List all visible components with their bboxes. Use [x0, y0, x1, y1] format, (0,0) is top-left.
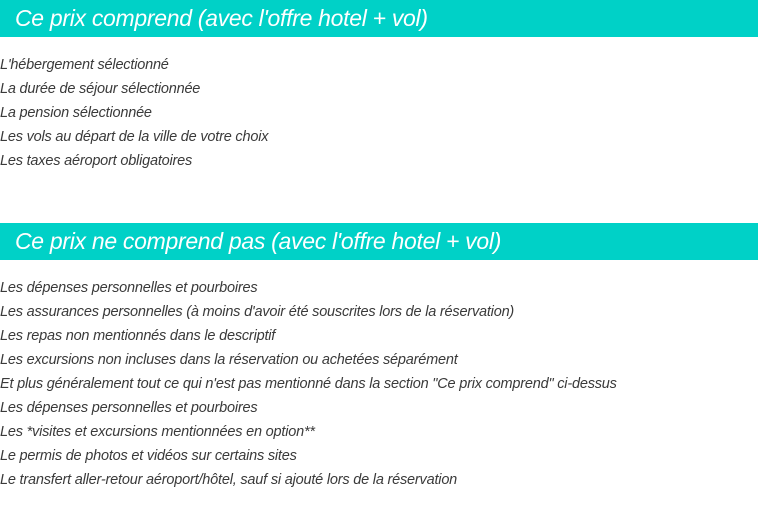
section-title-excludes: Ce prix ne comprend pas (avec l'offre hotel + vol)	[0, 223, 758, 260]
list-item: Les assurances personnelles (à moins d'avoir été souscrites lors de la réservation)	[0, 304, 515, 320]
list-item: Les dépenses personnelles et pourboires	[0, 280, 258, 296]
list-item: Les taxes aéroport obligatoires	[0, 153, 193, 169]
included-items-list	[0, 53, 268, 173]
list-item: L'hébergement sélectionné	[0, 57, 169, 73]
list-item: Et plus généralement tout ce qui n'est pas mentionné dans la section "Ce prix comprend" ci-dessus	[0, 376, 617, 392]
section-title-includes: Ce prix comprend (avec l'offre hotel + vol)	[0, 0, 758, 37]
list-item: Les dépenses personnelles et pourboires	[0, 400, 258, 416]
excluded-items-list	[0, 276, 617, 492]
list-item: Le permis de photos et vidéos sur certains sites	[0, 448, 297, 464]
list-item: Les vols au départ de la ville de votre choix	[0, 129, 269, 145]
list-item: Les repas non mentionnés dans le descriptif	[0, 328, 276, 344]
list-item: La pension sélectionnée	[0, 105, 152, 121]
list-item: Le transfert aller-retour aéroport/hôtel, sauf si ajouté lors de la réservation	[0, 472, 458, 488]
list-item: La durée de séjour sélectionnée	[0, 81, 201, 97]
list-item: Les excursions non incluses dans la réservation ou achetées séparément	[0, 352, 458, 368]
list-item: Les *visites et excursions mentionnées en option**	[0, 424, 315, 440]
